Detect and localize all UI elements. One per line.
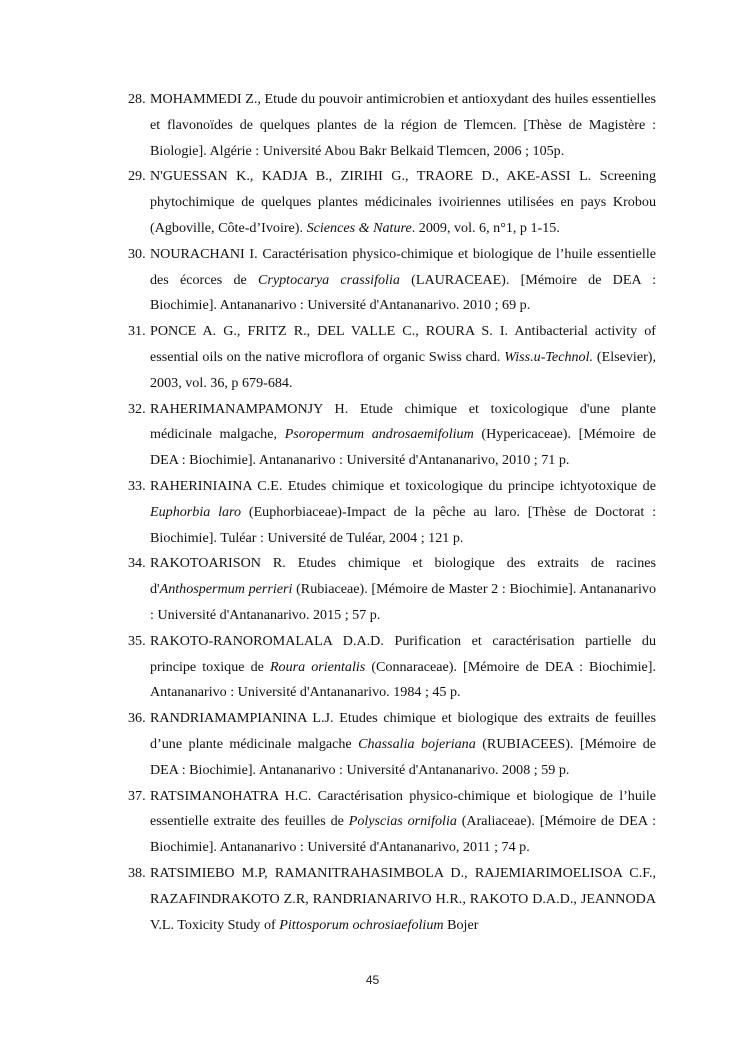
reference-segment: (LAURACEAE). [Mémoire de DEA : Biochimie]. Antananarivo : Université d'Antananarivo. 2010 ; 69 p. xyxy=(150,271,656,314)
reference-italic-segment: Sciences & Nature xyxy=(306,219,412,236)
reference-number: 33. xyxy=(128,477,146,494)
reference-italic-segment: Cryptocarya crassifolia xyxy=(257,271,400,288)
reference-segment: RANDRIAMAMPIANINA L.J. Etudes chimique et biologique des extraits de feuilles d’une plante médicinale malgache xyxy=(150,710,656,752)
reference-item xyxy=(128,784,656,861)
reference-number: 38. xyxy=(128,864,146,881)
reference-segment: N'GUESSAN K., KADJA B., ZIRIHI G., TRAORE D., AKE-ASSI L. Screening phytochimique de quelques plantes médicinales ivoiriennes utilisées en pays Krobou (Agboville, Côte-d’Ivoire). xyxy=(150,168,656,236)
reference-text xyxy=(150,629,656,706)
reference-number: 35. xyxy=(128,632,146,649)
reference-segment: . 2009, vol. 6, n°1, p 1-15. xyxy=(411,219,560,236)
reference-text xyxy=(150,706,656,783)
reference-segment: (Euphorbiaceae)-Impact de la pêche au laro. [Thèse de Doctorat : Biochimie]. Tuléar : Université de Tuléar, 2004 ; 121 p. xyxy=(150,503,656,546)
reference-number: 28. xyxy=(128,91,146,107)
reference-number: 29. xyxy=(128,168,146,185)
reference-italic-segment: Wiss.u-Technol. xyxy=(504,348,594,365)
reference-italic-segment: Pittosporum ochrosiaefolium xyxy=(279,916,444,933)
reference-segment: RAKOTO-RANOROMALALA D.A.D. Purification et caractérisation partielle du principe toxique de xyxy=(150,632,656,675)
reference-text xyxy=(150,397,656,474)
reference-number: 31. xyxy=(128,323,146,340)
reference-text xyxy=(150,242,656,319)
reference-number: 36. xyxy=(128,710,146,727)
reference-text xyxy=(150,784,656,861)
reference-number: 37. xyxy=(128,787,146,804)
reference-number: 32. xyxy=(128,400,146,417)
reference-item xyxy=(128,164,656,241)
reference-segment: NOURACHANI I. Caractérisation physico-chimique et biologique de l’huile essentielle des écorces de xyxy=(150,245,656,288)
reference-item xyxy=(128,474,656,551)
reference-segment: PONCE A. G., FRITZ R., DEL VALLE C., ROURA S. I. Antibacterial activity of essential oils on the native microflora of organic Swiss chard. xyxy=(150,323,656,365)
reference-text xyxy=(150,319,656,396)
page-number: 45 xyxy=(365,973,380,987)
reference-segment: (Hypericaceae). [Mémoire de DEA : Biochimie]. Antananarivo : Université d'Antananarivo, 2010 ; 71 p. xyxy=(150,426,656,469)
reference-segment: (Connaraceae). [Mémoire de DEA : Biochimie]. Antananarivo : Université d'Antananarivo. 1984 ; 45 p. xyxy=(150,658,656,701)
reference-italic-segment: Anthospermum perrieri xyxy=(159,581,293,598)
reference-segment: RATSIMANOHATRA H.C. Caractérisation physico-chimique et biologique de l’huile essentielle extraite des feuilles de xyxy=(150,787,656,830)
reference-item xyxy=(128,397,656,474)
reference-text xyxy=(150,474,656,551)
reference-text xyxy=(150,164,656,241)
reference-text xyxy=(150,861,656,938)
reference-segment: RATSIMIEBO M.P, RAMANITRAHASIMBOLA D., RAJEMIARIMOELISOA C.F., RAZAFINDRAKOTO Z.R, RANDRIANARIVO H.R., RAKOTO D.A.D., JEANNODA V.L. Toxicity Study of xyxy=(150,864,656,933)
reference-text xyxy=(150,87,656,164)
reference-segment: (Araliaceae). [Mémoire de DEA : Biochimie]. Antananarivo : Université d'Antananarivo, 2011 ; 74 p. xyxy=(150,813,656,856)
reference-item xyxy=(128,319,656,396)
reference-italic-segment: Chassalia bojeriana xyxy=(358,735,476,752)
reference-item xyxy=(128,242,656,319)
reference-item xyxy=(128,706,656,783)
reference-italic-segment: Psoropermum androsaemifolium xyxy=(284,426,474,443)
reference-italic-segment: Euphorbia laro xyxy=(150,503,242,520)
reference-number: 34. xyxy=(128,555,146,572)
reference-italic-segment: Roura orientalis xyxy=(269,658,366,675)
reference-item xyxy=(128,861,656,938)
reference-segment: RAHERINIAINA C.E. Etudes chimique et toxicologique du principe ichtyotoxique de xyxy=(150,477,656,494)
reference-segment: RAHERIMANAMPAMONJY H. Etude chimique et toxicologique d'une plante médicinale malgache, xyxy=(150,400,656,443)
reference-number: 30. xyxy=(128,245,146,262)
reference-item xyxy=(128,629,656,706)
reference-segment: (Rubiaceae). [Mémoire de Master 2 : Biochimie]. Antananarivo : Université d'Antananarivo. 2015 ; 57 p. xyxy=(150,581,656,623)
reference-list xyxy=(128,87,656,938)
reference-segment: (Elsevier), 2003, vol. 36, p 679-684. xyxy=(150,348,656,391)
reference-segment: MOHAMMEDI Z., Etude du pouvoir antimicrobien et antioxydant des huiles essentielles et flavonoïdes de quelques plantes de la région de Tlemcen. [Thèse de Magistère : Biologie]. Algérie : Université Abou Bakr Belkaid Tlemcen, 2006 ; 105p. xyxy=(150,91,656,159)
reference-item xyxy=(128,551,656,628)
reference-segment: Bojer xyxy=(443,916,479,933)
reference-segment: (RUBIACEES). [Mémoire de DEA : Biochimie]. Antananarivo : Université d'Antananarivo. 2008 ; 59 p. xyxy=(150,735,656,778)
reference-italic-segment: Polyscias ornifolia xyxy=(348,813,457,830)
reference-item xyxy=(128,87,656,164)
reference-text xyxy=(150,551,656,628)
reference-segment: RAKOTOARISON R. Etudes chimique et biologique des extraits de racines d' xyxy=(150,555,656,598)
